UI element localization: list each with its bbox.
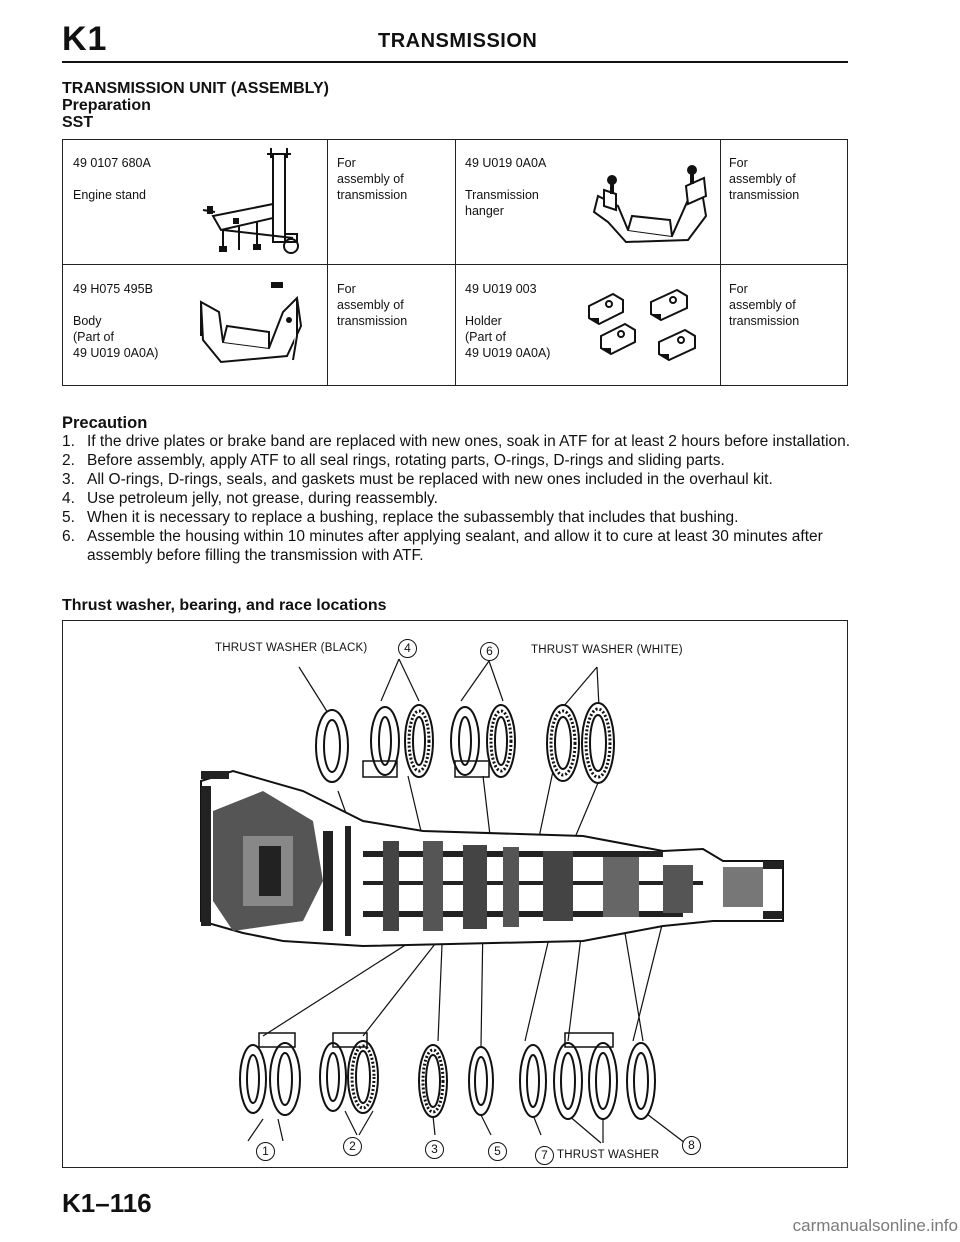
table-divider (720, 140, 721, 385)
locations-heading: Thrust washer, bearing, and race locations (62, 597, 387, 614)
thrust-washer-diagram (62, 620, 848, 1168)
precaution-text: Before assembly, apply ATF to all seal rings, rotating parts, O-rings, D-rings and sliding parts. (87, 452, 725, 469)
tool-part-number: 49 U019 0A0A (465, 156, 547, 170)
sst-heading: SST (62, 114, 94, 131)
unit-heading: TRANSMISSION UNIT (ASSEMBLY) (62, 80, 329, 97)
precaution-number: 5. (62, 509, 75, 526)
callout-6: 6 (480, 642, 499, 661)
body-bracket-icon (193, 276, 318, 374)
tool-use: For assembly of transmission (729, 156, 800, 202)
header-divider (62, 61, 848, 63)
preparation-heading: Preparation (62, 97, 151, 114)
page-header-title: TRANSMISSION (378, 30, 538, 52)
precaution-number: 4. (62, 490, 75, 507)
callout-8: 8 (682, 1136, 701, 1155)
tool-use: For assembly of transmission (337, 282, 408, 328)
tool-use: For assembly of transmission (729, 282, 800, 328)
precaution-text: Assemble the housing within 10 minutes after applying sealant, and allow it to cure at least 30 minutes after assembly before filling the transmission with ATF. (87, 528, 823, 564)
precaution-text: If the drive plates or brake band are replaced with new ones, soak in ATF for at least 2 hours before installation. (87, 433, 851, 450)
precaution-number: 6. (62, 528, 75, 545)
label-thrust-washer: THRUST WASHER (557, 1149, 660, 1161)
holder-icon (579, 286, 709, 372)
tool-name: Holder (Part of 49 U019 0A0A) (465, 314, 551, 360)
precaution-heading: Precaution (62, 414, 148, 432)
table-divider (327, 140, 328, 385)
table-divider (455, 140, 456, 385)
label-thrust-washer-white: THRUST WASHER (WHITE) (531, 644, 683, 656)
precaution-item (62, 508, 852, 527)
precaution-number: 3. (62, 471, 75, 488)
page-number: K1–116 (62, 1188, 152, 1218)
table-divider (63, 264, 847, 265)
callout-5: 5 (488, 1142, 507, 1161)
tool-name: Engine stand (73, 188, 146, 202)
callout-2: 2 (343, 1137, 362, 1156)
precaution-number: 1. (62, 433, 75, 450)
precaution-item (62, 527, 852, 565)
precaution-item (62, 470, 852, 489)
tool-name: Transmission hanger (465, 188, 539, 218)
section-code: K1 (62, 20, 108, 58)
precaution-number: 2. (62, 452, 75, 469)
tool-use: For assembly of transmission (337, 156, 408, 202)
tool-part-number: 49 0107 680A (73, 156, 151, 170)
precaution-item (62, 489, 852, 508)
precaution-item (62, 432, 852, 451)
transmission-hanger-icon (588, 156, 718, 256)
tool-part-number: 49 H075 495B (73, 282, 153, 296)
label-thrust-washer-black: THRUST WASHER (BLACK) (215, 642, 368, 654)
watermark-text: carmanualsonline.info (792, 1216, 958, 1235)
tool-part-number: 49 U019 003 (465, 282, 537, 296)
sst-table (62, 139, 848, 386)
precaution-text: All O-rings, D-rings, seals, and gaskets must be replaced with new ones included in the overhaul kit. (87, 471, 773, 488)
precaution-text: When it is necessary to replace a bushing, replace the subassembly that includes that bushing. (87, 509, 739, 526)
tool-name: Body (Part of 49 U019 0A0A) (73, 314, 159, 360)
precaution-item (62, 451, 852, 470)
callout-3: 3 (425, 1140, 444, 1159)
callout-4: 4 (398, 639, 417, 658)
engine-stand-icon (193, 146, 323, 258)
transmission-cutaway-drawing (63, 621, 847, 1167)
precaution-list (62, 432, 852, 565)
callout-7: 7 (535, 1146, 554, 1165)
callout-1: 1 (256, 1142, 275, 1161)
precaution-text: Use petroleum jelly, not grease, during reassembly. (87, 490, 438, 507)
